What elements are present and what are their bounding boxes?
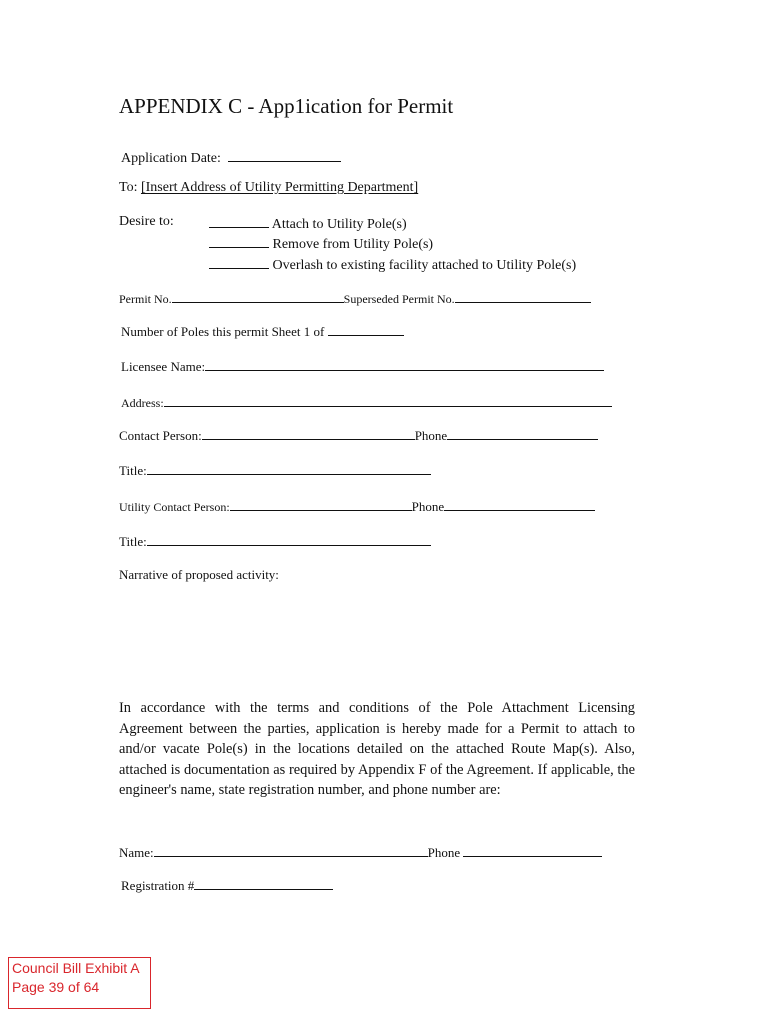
registration-row	[121, 876, 333, 894]
engineer-name-field[interactable]	[154, 843, 428, 857]
registration-label: Registration #	[121, 878, 195, 893]
phone-label: Phone	[411, 499, 445, 514]
title-row	[119, 461, 431, 479]
desire-option-label: Overlash to existing facility attached to Utility Pole(s)	[272, 258, 577, 273]
address-row	[121, 393, 612, 411]
stamp-line-2: Page 39 of 64	[12, 979, 100, 995]
utility-contact-row	[119, 497, 595, 515]
permit-row	[119, 289, 591, 307]
address-label: Address:	[121, 396, 164, 410]
engineer-row	[119, 843, 602, 861]
permit-no-label: Permit No.	[119, 292, 172, 306]
desire-option-label: Remove from Utility Pole(s)	[272, 237, 434, 252]
title-field[interactable]	[147, 461, 431, 475]
title-row-2	[119, 532, 431, 550]
desire-label: Desire to:	[119, 214, 174, 229]
to-address: [Insert Address of Utility Permitting Department]	[140, 180, 419, 195]
desire-option-overlash	[209, 255, 576, 274]
to-label: To:	[119, 180, 138, 195]
poles-row	[121, 322, 404, 340]
council-bill-stamp	[8, 957, 151, 1009]
engineer-phone-field[interactable]	[463, 843, 602, 857]
phone-label-2: Phone	[427, 845, 461, 860]
to-row	[119, 180, 418, 196]
application-date-row	[121, 148, 341, 167]
contact-phone-field[interactable]	[447, 426, 598, 440]
desire-option-label: Attach to Utility Pole(s)	[271, 217, 407, 232]
permit-no-field[interactable]	[172, 289, 344, 303]
desire-option-remove	[209, 234, 433, 253]
application-date-label: Application Date:	[121, 151, 221, 166]
phone-label: Phone	[414, 428, 448, 443]
licensee-field[interactable]	[205, 357, 604, 371]
title-label: Title:	[119, 534, 147, 549]
superseded-field[interactable]	[455, 289, 591, 303]
licensee-label: Licensee Name:	[121, 359, 206, 374]
contact-person-field[interactable]	[202, 426, 415, 440]
utility-phone-field[interactable]	[444, 497, 595, 511]
stamp-line-1: Council Bill Exhibit A	[12, 960, 140, 976]
title-field-2[interactable]	[147, 532, 431, 546]
desire-attach-field[interactable]	[209, 214, 269, 228]
name-label: Name:	[119, 845, 154, 860]
desire-remove-field[interactable]	[209, 234, 269, 248]
poles-field[interactable]	[328, 322, 404, 336]
desire-overlash-field[interactable]	[209, 255, 269, 269]
utility-contact-field[interactable]	[230, 497, 412, 511]
superseded-label: Superseded Permit No.	[343, 292, 455, 306]
contact-person-label: Contact Person:	[119, 428, 202, 443]
application-date-field[interactable]	[228, 148, 341, 162]
page-title: APPENDIX C - App1ication for Permit	[119, 94, 454, 118]
desire-option-attach	[209, 214, 407, 233]
agreement-paragraph: In accordance with the terms and conditions of the Pole Attachment Licensing Agreement between the parties, application is hereby made for a Permit to attach to and/or vacate Pole(s) in the locations detailed on the attached Route Map(s). Also, attached is documentation as required by Appendix F of the Agreement. If applicable, the engineer's name, state registration number, and phone number are:	[119, 700, 635, 799]
address-field[interactable]	[164, 393, 612, 407]
narrative-label: Narrative of proposed activity:	[119, 567, 279, 582]
poles-label: Number of Poles this permit Sheet 1 of	[121, 324, 325, 339]
licensee-row	[121, 357, 604, 375]
title-label: Title:	[119, 463, 147, 478]
utility-contact-label: Utility Contact Person:	[119, 500, 230, 514]
contact-row	[119, 426, 598, 444]
registration-field[interactable]	[194, 876, 333, 890]
